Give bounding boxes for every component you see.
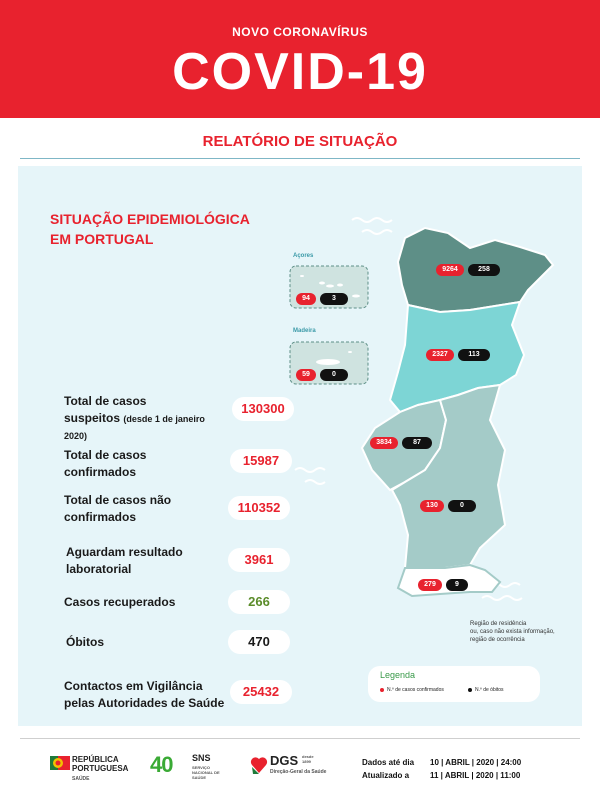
footer-divider xyxy=(20,738,580,739)
atualizado-label: Atualizado a xyxy=(362,771,410,780)
atualizado-value: 11 | ABRIL | 2020 | 11:00 xyxy=(430,771,521,780)
dgs-logo-title: DGS xyxy=(270,753,299,768)
map-note xyxy=(470,620,555,644)
algarve-cases: 279 xyxy=(418,579,442,591)
norte-deaths: 258 xyxy=(468,264,500,276)
norte-cases: 9264 xyxy=(436,264,464,276)
acores-deaths: 3 xyxy=(320,293,348,305)
lvt-deaths: 87 xyxy=(402,437,432,449)
dados-label: Dados até dia xyxy=(362,758,415,767)
stat-suspeitos-note2: 2020) xyxy=(64,431,88,441)
stat-nao-confirmados-label xyxy=(64,492,171,526)
legend-cases xyxy=(380,687,444,693)
republica-emblem-icon xyxy=(50,752,70,774)
sns-logo-sub: SERVIÇO NACIONAL DE SAÚDE xyxy=(192,765,220,780)
stat-nao-confirmados-line1: Total de casos não xyxy=(64,493,172,507)
stat-aguardam-line2: laboratorial xyxy=(66,562,132,576)
stat-nao-confirmados-line2: confirmados xyxy=(64,510,137,524)
stat-aguardam-line1: Aguardam resultado xyxy=(66,545,183,559)
stat-suspeitos-label xyxy=(64,393,205,445)
republica-line2: PORTUGUESA xyxy=(72,764,129,773)
dgs-logo-since: desde 1899 xyxy=(302,754,314,764)
madeira-deaths: 0 xyxy=(320,369,348,381)
stat-recuperados-value: 266 xyxy=(228,590,290,614)
stat-suspeitos-value: 130300 xyxy=(232,397,294,421)
sns-logo-title: SNS xyxy=(192,753,211,763)
wave-decoration-mid xyxy=(295,468,325,484)
stat-confirmados-label xyxy=(64,447,146,481)
section-title-line1: SITUAÇÃO EPIDEMIOLÓGICA xyxy=(50,211,250,227)
republica-line3: SAÚDE xyxy=(72,776,90,782)
header-kicker: NOVO CORONAVÍRUS xyxy=(232,25,368,39)
stat-recuperados-label: Casos recuperados xyxy=(64,595,176,609)
map-note-line1: Região de residência xyxy=(470,621,527,627)
dgs-logo-sub: Direção-Geral da Saúde xyxy=(270,769,327,775)
header-title: COVID-19 xyxy=(172,43,428,101)
algarve-deaths: 9 xyxy=(446,579,468,591)
centro-deaths: 113 xyxy=(458,349,490,361)
stat-contactos-line2: pelas Autoridades de Saúde xyxy=(64,696,225,710)
stat-contactos-label xyxy=(64,678,224,712)
stat-suspeitos-note1: (desde 1 de janeiro xyxy=(123,414,205,424)
stat-contactos-line1: Contactos em Vigilância xyxy=(64,679,203,693)
legend-cases-label: N.º de casos confirmados xyxy=(387,687,444,693)
legend-deaths-label: N.º de óbitos xyxy=(475,687,504,693)
section-title-line2: EM PORTUGAL xyxy=(50,231,154,247)
stat-aguardam-value: 3961 xyxy=(228,548,290,572)
legend-title: Legenda xyxy=(380,670,416,680)
stat-obitos-label: Óbitos xyxy=(66,635,104,649)
alentejo-cases: 130 xyxy=(420,500,444,512)
acores-label: Açores xyxy=(293,253,314,259)
section-title xyxy=(50,209,250,249)
madeira-cases: 59 xyxy=(296,369,316,381)
republica-logo-text xyxy=(72,755,128,773)
alentejo-deaths: 0 xyxy=(448,500,476,512)
legend-deaths xyxy=(468,687,504,693)
centro-cases: 2327 xyxy=(426,349,454,361)
stat-confirmados-line1: Total de casos xyxy=(64,448,147,462)
stat-obitos-value: 470 xyxy=(228,630,290,654)
dgs-heart-icon xyxy=(250,753,268,775)
stat-suspeitos-line2: suspeitos xyxy=(64,411,121,425)
stat-nao-confirmados-value: 110352 xyxy=(228,496,290,520)
stat-confirmados-line2: confirmados xyxy=(64,465,137,479)
black-dot-icon xyxy=(468,688,472,692)
dados-value: 10 | ABRIL | 2020 | 24:00 xyxy=(430,758,522,767)
wave-decoration-top xyxy=(352,218,392,234)
legend xyxy=(368,666,540,702)
acores-cases: 94 xyxy=(296,293,316,305)
stat-contactos-value: 25432 xyxy=(230,680,292,704)
stat-suspeitos-line1: Total de casos xyxy=(64,394,147,408)
stat-confirmados-value: 15987 xyxy=(230,449,292,473)
map-note-line2: ou, caso não exista informação, xyxy=(470,629,555,635)
sns-40-logo: 40 xyxy=(150,752,173,777)
madeira-label: Madeira xyxy=(293,328,316,334)
lvt-cases: 3834 xyxy=(370,437,398,449)
report-title: RELATÓRIO DE SITUAÇÃO xyxy=(202,133,398,150)
stat-aguardam-label xyxy=(66,544,183,578)
red-dot-icon xyxy=(380,688,384,692)
map-note-line3: região de ocorrência xyxy=(470,637,525,643)
republica-line1: REPÚBLICA xyxy=(72,755,119,764)
